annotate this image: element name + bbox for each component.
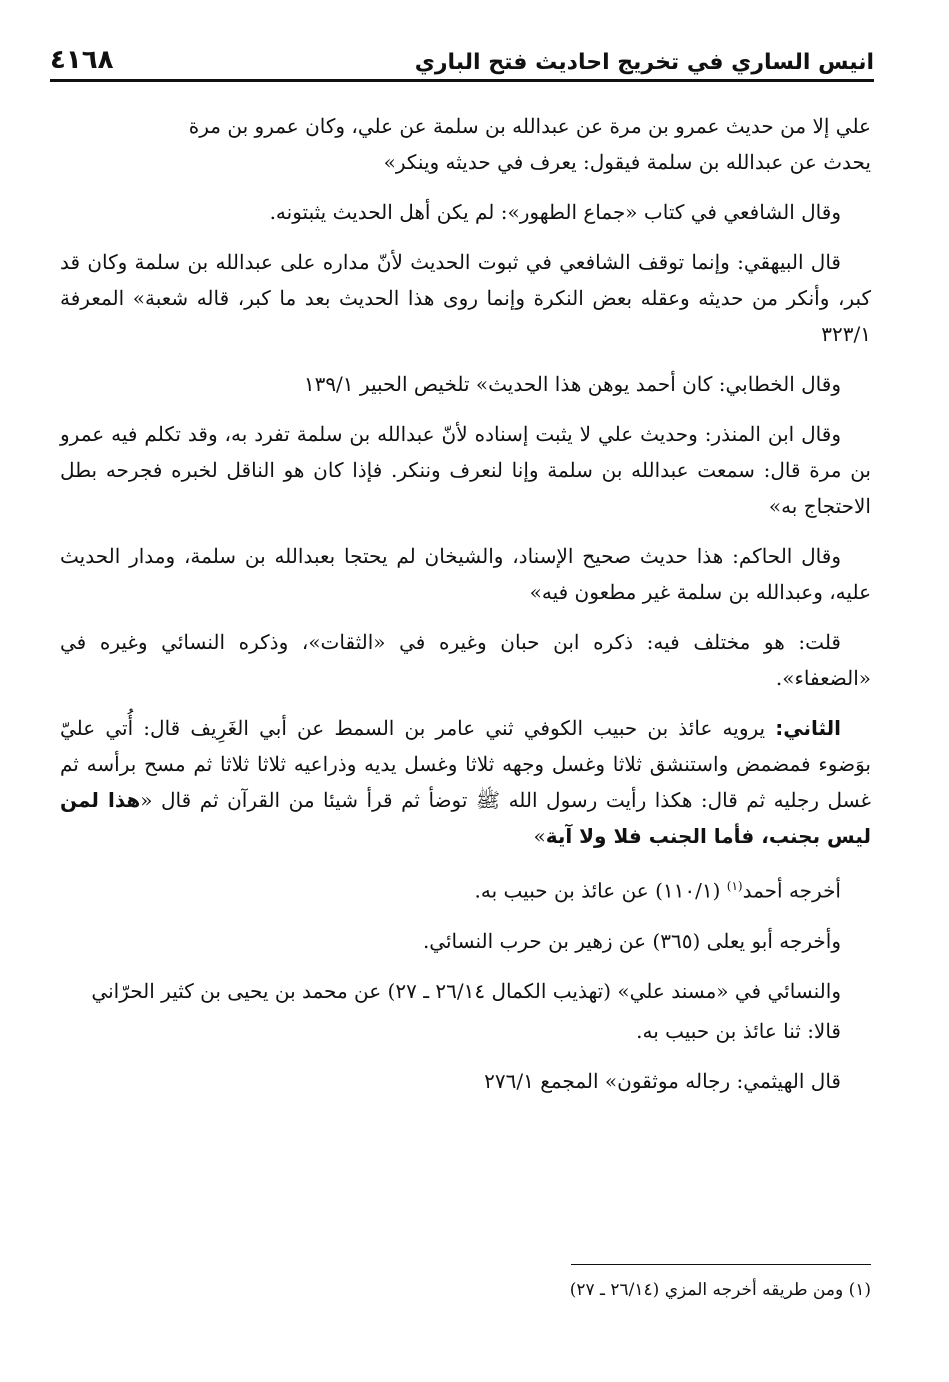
footnote bbox=[300, 1276, 871, 1304]
footnote-ref: (١) bbox=[726, 879, 743, 893]
paragraph-shafii: وقال الشافعي في كتاب «جماع الطهور»: لم يكن أهل الحديث يثبتونه. bbox=[269, 200, 841, 224]
paragraph-second-hadith bbox=[60, 710, 871, 854]
page-header bbox=[50, 36, 874, 82]
line: يحدث عن عبدالله بن سلمة فيقول: يعرف في حديثه وينكر» bbox=[383, 150, 871, 174]
paragraph-khattabi: وقال الخطابي: كان أحمد يوهن هذا الحديث» تلخيص الحبير ١٣٩/١ bbox=[303, 372, 841, 396]
hadith-text: يرويه عائذ بن حبيب الكوفي ثني عامر بن السمط عن أبي الغَرِيف قال: أُتي عليّ بوَضوء فمضمض واستنشق ثلاثا وغسل وجهه ثلاثا وغسل يديه وذراعيه ثلاثا ثلاثا ثم مسح برأسه ثم غسل رجليه ثم قال: هكذا رأيت رسول الله ﷺ توضأ ثم قرأ شيئا من القرآن ثم قال « bbox=[60, 716, 872, 812]
paragraph-nasai: والنسائي في «مسند علي» (تهذيب الكمال ٢٦/١٤ ـ ٢٧) عن محمد بن يحيى بن كثير الحرّاني bbox=[91, 978, 841, 1003]
running-title: انيس الساري في تخريج احاديث فتح الباري bbox=[414, 50, 874, 75]
paragraph-ibn-mundhir: وقال ابن المنذر: وحديث علي لا يثبت إسناده لأنّ عبدالله بن سلمة تفرد به، وقد تكلم فيه عمرو بن مرة قال: سمعت عبدالله بن سلمة وإنا لنعرف وننكر. فإذا كان هو الناقل لخبره فجرحه بطل الاحتجاج به» bbox=[60, 422, 871, 518]
text: أخرجه أحمد bbox=[742, 878, 841, 903]
paragraph-haythami: قال الهيثمي: رجاله موثقون» المجمع ٢٧٦/١ bbox=[484, 1068, 841, 1093]
paragraph-ahmad bbox=[60, 868, 871, 909]
main-text bbox=[60, 108, 871, 1113]
paragraph-continuation bbox=[60, 108, 871, 180]
text: (١١٠/١) عن عائذ بن حبيب به. bbox=[474, 878, 727, 903]
quote-close: » bbox=[533, 824, 546, 848]
paragraph-abu-yala: وأخرجه أبو يعلى (٣٦٥) عن زهير بن حرب النسائي. bbox=[422, 928, 841, 953]
paragraph-qala: قالا: ثنا عائذ بن حبيب به. bbox=[636, 1018, 841, 1043]
line: علي إلا من حديث عمرو بن مرة عن عبدالله بن سلمة عن علي، وكان عمرو بن مرة bbox=[188, 114, 871, 138]
page-number: ٤١٦٨ bbox=[50, 45, 114, 75]
footnote-text: ومن طريقه أخرجه المزي (٢٦/١٤ ـ ٢٧) bbox=[569, 1280, 844, 1300]
paragraph-bayhaqi: قال البيهقي: وإنما توقف الشافعي في ثبوت الحديث لأنّ مداره على عبدالله بن سلمة وكان قد كبر، وأنكر من حديثه وعقله بعض النكرة وإنما روى هذا الحديث بعد ما كبر، قاله شعبة» المعرفة ٣٢٣/١ bbox=[60, 250, 871, 346]
footnote-divider bbox=[571, 1264, 871, 1265]
footnote-marker: (١) bbox=[848, 1280, 871, 1300]
paragraph-qultu: قلت: هو مختلف فيه: ذكره ابن حبان وغيره في «الثقات»، وذكره النسائي وغيره في «الضعفاء». bbox=[60, 630, 871, 690]
paragraph-hakim: وقال الحاكم: هذا حديث صحيح الإسناد، والشيخان لم يحتجا بعبدالله بن سلمة، ومدار الحديث عليه، وعبدالله بن سلمة غير مطعون فيه» bbox=[60, 544, 871, 604]
hadith-quote: هذا لمن ليس بجنب، فأما الجنب فلا ولا آية bbox=[60, 788, 871, 848]
section-lead: الثاني: bbox=[775, 716, 841, 740]
